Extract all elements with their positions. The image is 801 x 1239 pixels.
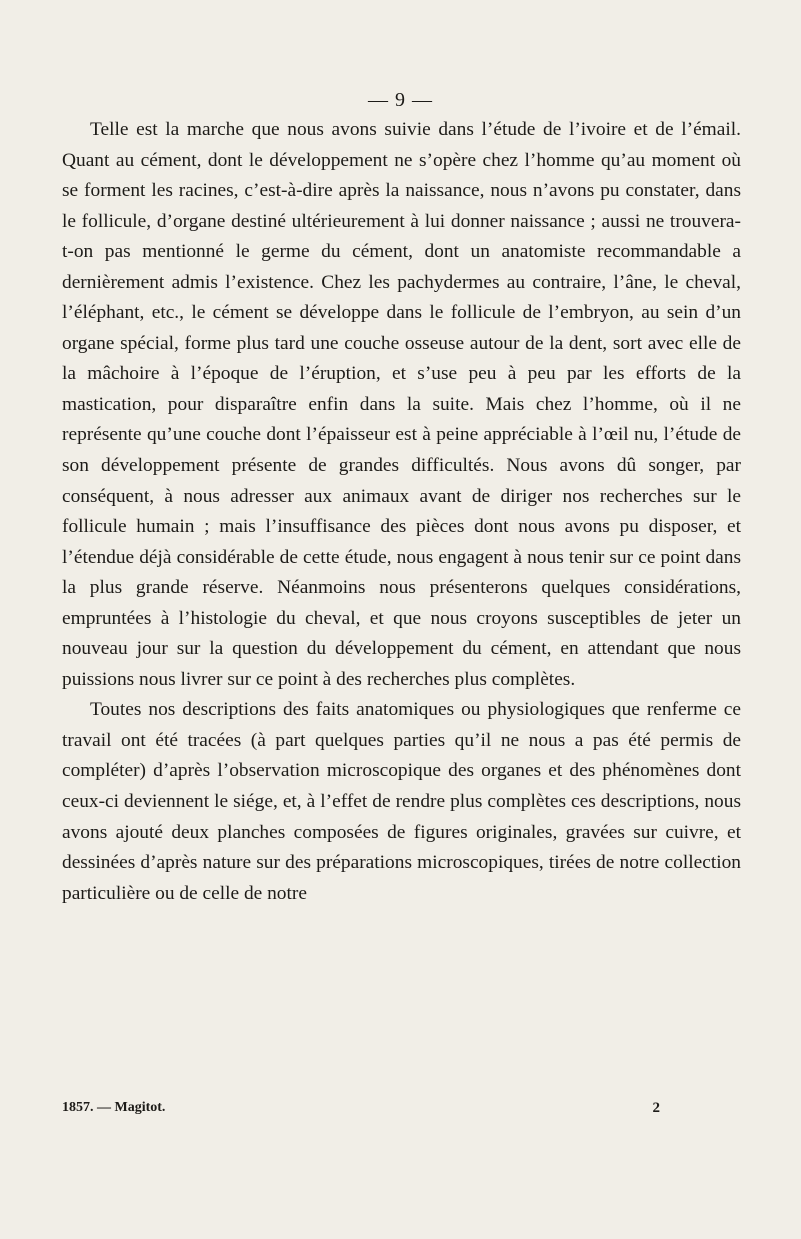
paragraph-1: Telle est la marche que nous avons suivie dans l’étude de l’ivoire et de l’émail. Quant au cément, dont le développement ne s’opère chez l’homme qu’au moment où se forment les racines, c’est-à-dire après la naissance, nous n’avons pu constater, dans le follicule, d’organe destiné ultérieurement à lui donner naissance ; aussi ne trouvera-t-on pas mentionné le germe du cément, dont un anatomiste recommandable a dernièrement admis l’existence. Chez les pachydermes au contraire, l’âne, le cheval, l’éléphant, etc., le cément se développe dans le follicule de l’embryon, au sein d’un organe spécial, forme plus tard une couche osseuse autour de la dent, sort avec elle de la mâchoire à l’époque de l’éruption, et s’use peu à peu par les efforts de la mastication, pour disparaître enfin dans la suite. Mais chez l’homme, où il ne représente qu’une couche dont l’épaisseur est à peine appréciable à l’œil nu, l’étude de son développement présente de grandes difficultés. Nous avons dû songer, par conséquent, à nous adresser aux animaux avant de diriger nos recherches sur le follicule humain ; mais l’insuffisance des pièces dont nous avons pu disposer, et l’étendue déjà considérable de cette étude, nous engagent à nous tenir sur ce point dans la plus grande réserve. Néanmoins nous présenterons quelques considérations, empruntées à l’histologie du cheval, et que nous croyons susceptibles de jeter un nouveau jour sur la question du développement du cément, en attendant que nous puissions nous livrer sur ce point à des recherches plus complètes. — [62, 119, 741, 690]
paragraph-2: Toutes nos descriptions des faits anatomiques ou physiologiques que renferme ce travail ont été tracées (à part quelques parties qu’il ne nous a pas été permis de compléter) d’après l’observation microscopique des organes et des phénomènes dont ceux-ci deviennent le siége, et, à l’effet de rendre plus complètes ces descriptions, nous avons ajouté deux planches composées de figures originales, gravées sur cuivre, et dessinées d’après nature sur des préparations microscopiques, tirées de notre collection particulière ou de celle de notre — [62, 699, 741, 904]
page-number: — 9 — — [368, 89, 433, 111]
footer-imprint: 1857. — Magitot. — [62, 1100, 166, 1115]
page-footer — [62, 1100, 660, 1117]
signature-mark: 2 — [652, 1100, 660, 1116]
body-text — [62, 115, 741, 909]
